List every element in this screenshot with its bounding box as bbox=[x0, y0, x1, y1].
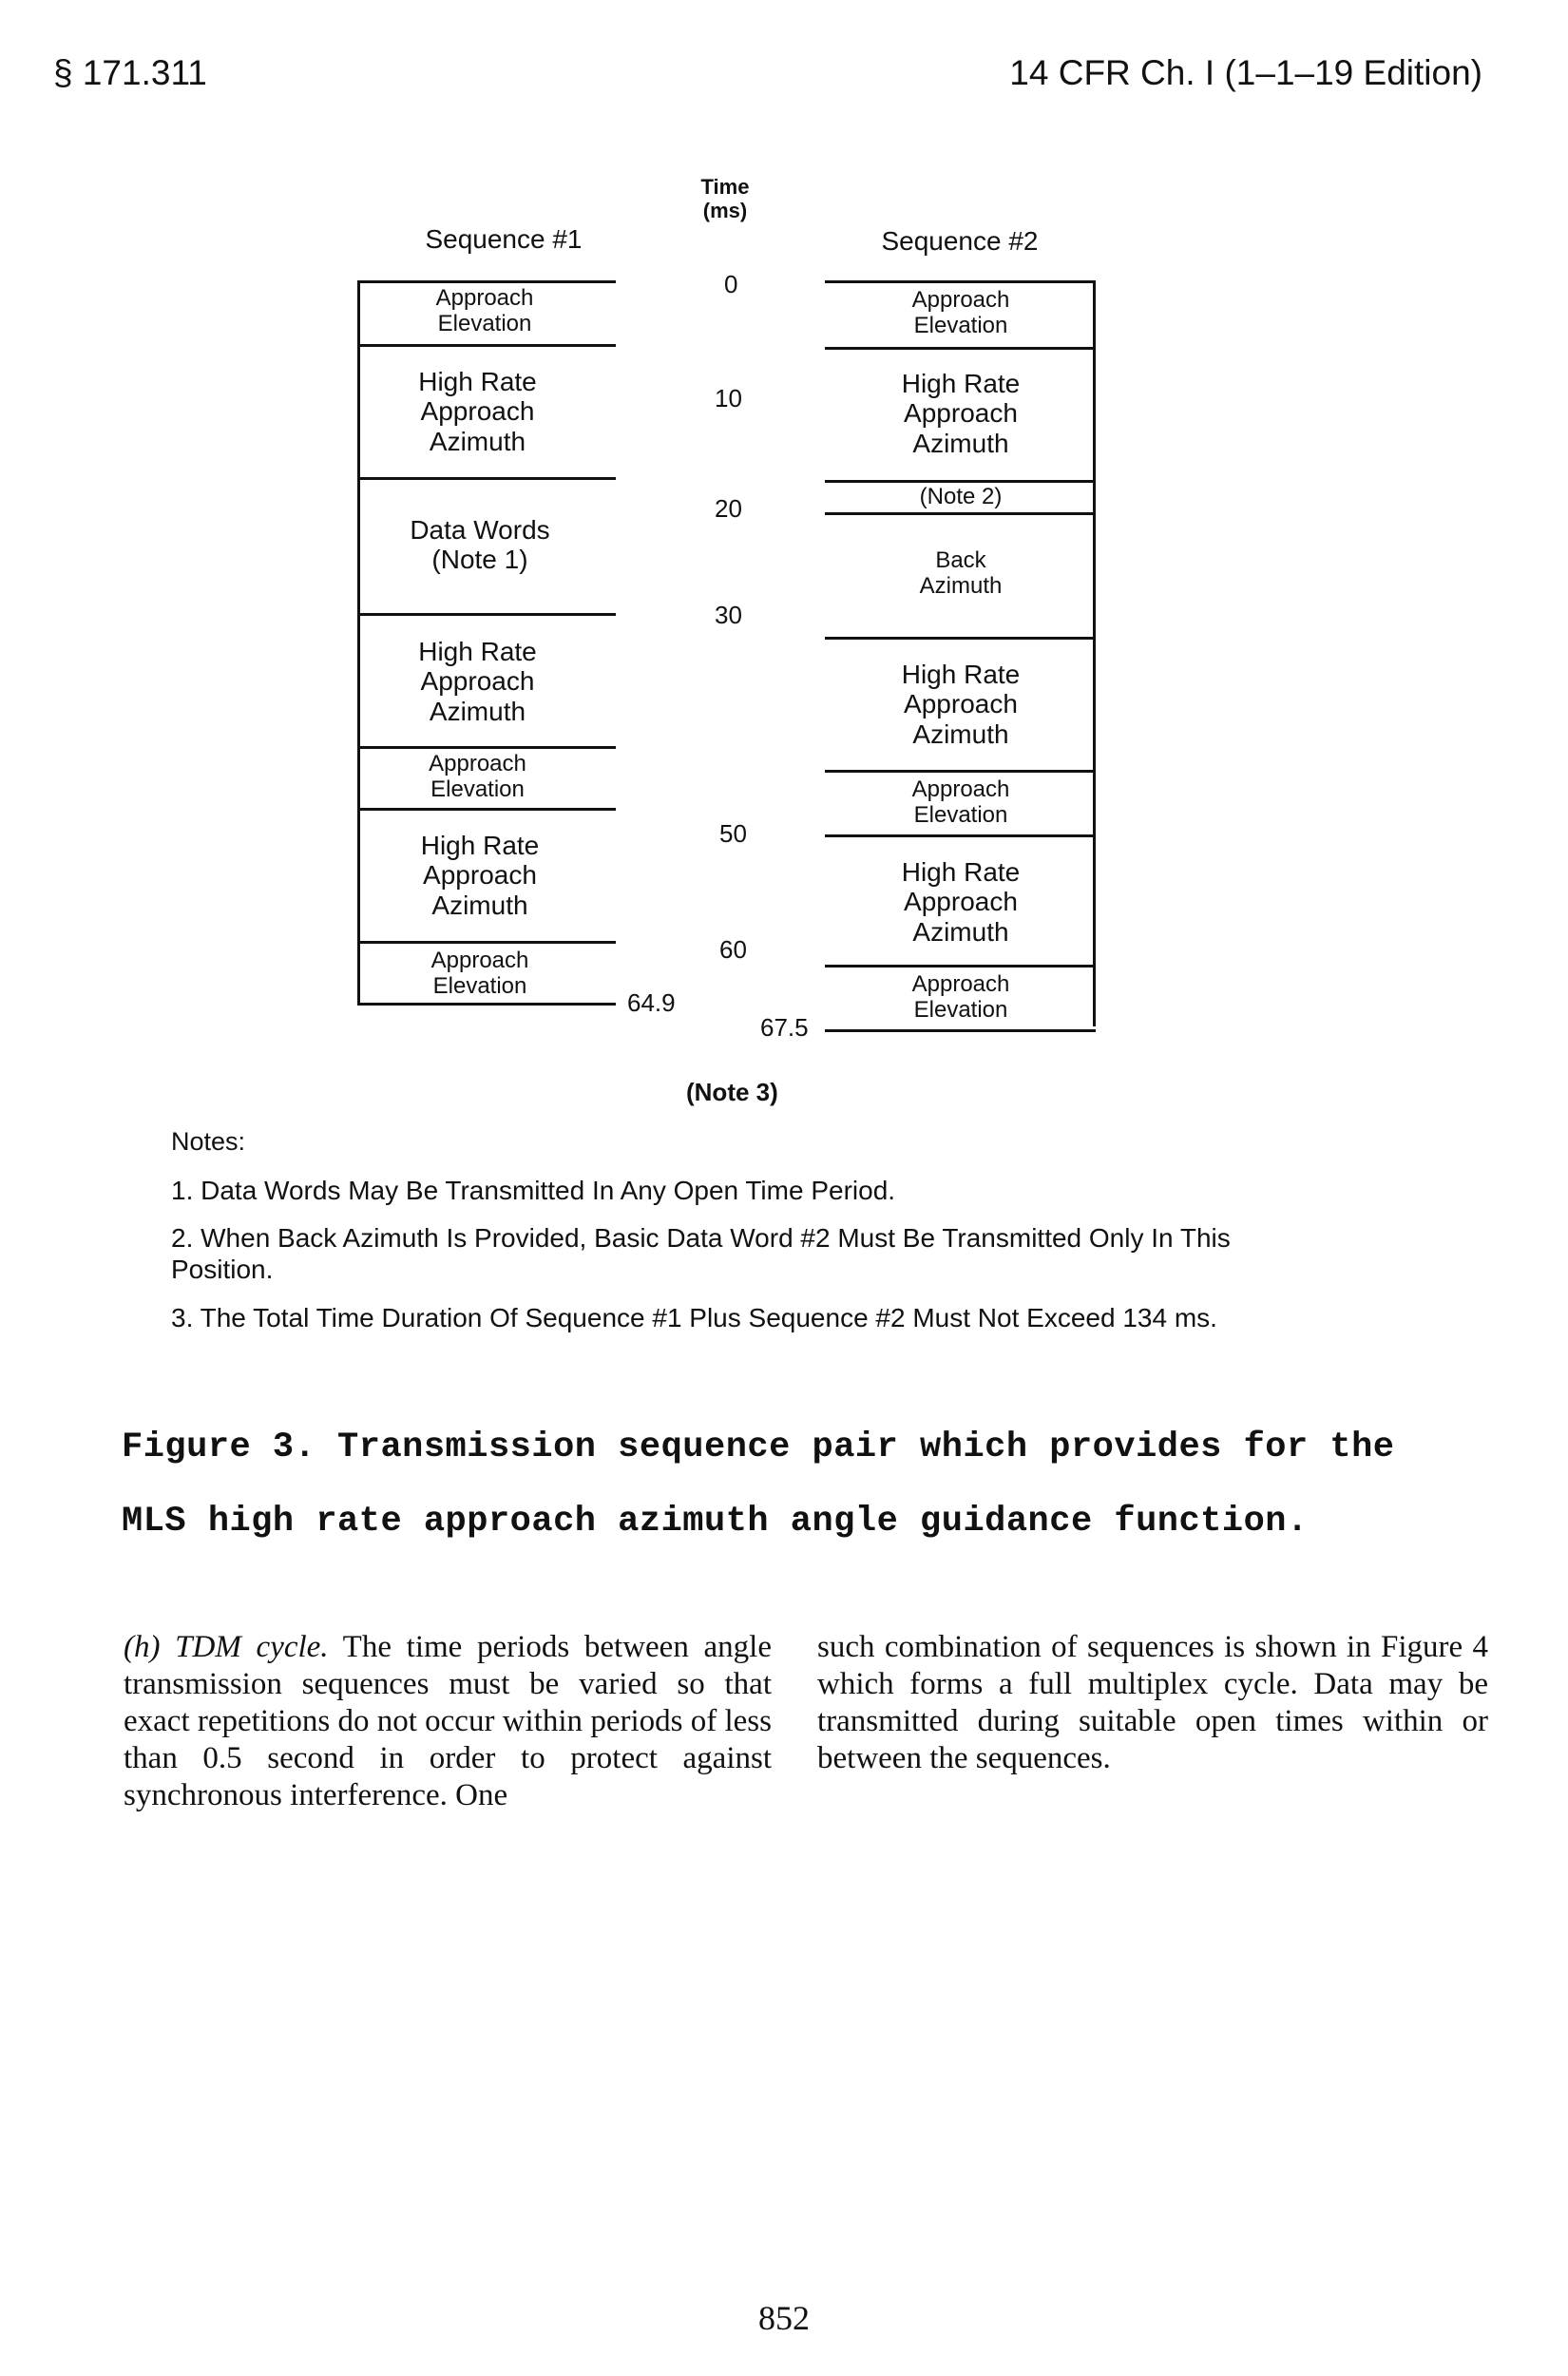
seq2-divider bbox=[825, 512, 1096, 515]
sequence-2-right-border bbox=[1093, 280, 1096, 1026]
body-right-column bbox=[817, 1629, 1488, 1777]
time-tick: 50 bbox=[719, 819, 747, 848]
seq1-block: High Rate Approach Azimuth bbox=[418, 636, 537, 726]
seq1-block: Approach Elevation bbox=[429, 751, 526, 802]
seq1-block: High Rate Approach Azimuth bbox=[418, 366, 537, 456]
seq2-block: High Rate Approach Azimuth bbox=[901, 659, 1021, 749]
body-heading: (h) TDM cycle. bbox=[124, 1630, 329, 1664]
seq1-divider bbox=[357, 477, 616, 480]
seq2-block: Approach Elevation bbox=[911, 776, 1010, 828]
transmission-sequence-diagram bbox=[0, 0, 1568, 1140]
time-axis-title: Time (ms) bbox=[700, 175, 750, 223]
page-number: 852 bbox=[758, 2299, 810, 2337]
seq1-block: Data Words (Note 1) bbox=[410, 514, 550, 574]
sequence-2-title: Sequence #2 bbox=[881, 226, 1039, 256]
body-left-column bbox=[124, 1629, 772, 1814]
figure-caption-line-1: Figure 3. Transmission sequence pair which provides for the bbox=[122, 1428, 1395, 1467]
time-tick: 20 bbox=[715, 494, 742, 523]
sequence-1-title: Sequence #1 bbox=[425, 224, 583, 254]
seq2-block: High Rate Approach Azimuth bbox=[901, 368, 1021, 458]
body-right-text: such combination of sequences is shown in Figure 4 which forms a full multiplex cycle. Data may be transmitted during suitable open times within or between the sequences. bbox=[817, 1630, 1488, 1775]
time-tick: 10 bbox=[715, 384, 742, 412]
figure-caption-line-2: MLS high rate approach azimuth angle guidance function. bbox=[122, 1502, 1309, 1542]
note-3-label: (Note 3) bbox=[686, 1078, 778, 1106]
seq1-divider bbox=[357, 1003, 616, 1006]
body-left-text: The time periods between angle transmission sequences must be varied so that exact repetitions do not occur within periods of less than 0.5 second in order to protect against synchronous interference. One bbox=[124, 1630, 772, 1812]
seq1-block: Approach Elevation bbox=[435, 285, 534, 336]
note-item: 2. When Back Azimuth Is Provided, Basic Data Word #2 Must Be Transmitted Only In This Position. bbox=[171, 1223, 1231, 1285]
time-tick: 30 bbox=[715, 601, 742, 629]
note-item: 3. The Total Time Duration Of Sequence #1 Plus Sequence #2 Must Not Exceed 134 ms. bbox=[171, 1303, 1217, 1332]
seq1-block: Approach Elevation bbox=[430, 948, 529, 999]
seq2-divider bbox=[825, 347, 1096, 350]
seq1-divider bbox=[357, 941, 616, 944]
seq2-divider bbox=[825, 770, 1096, 773]
seq1-divider bbox=[357, 344, 616, 347]
seq2-divider bbox=[825, 637, 1096, 640]
seq2-block: Approach Elevation bbox=[911, 971, 1010, 1023]
seq2-block: High Rate Approach Azimuth bbox=[901, 856, 1021, 947]
seq2-block: Approach Elevation bbox=[911, 287, 1010, 338]
time-tick: 0 bbox=[724, 270, 738, 298]
seq1-divider bbox=[357, 808, 616, 811]
sequence-1-end-time: 64.9 bbox=[627, 988, 676, 1017]
seq2-divider bbox=[825, 1029, 1096, 1032]
time-tick: 60 bbox=[719, 935, 747, 964]
seq2-divider bbox=[825, 834, 1096, 837]
seq1-divider bbox=[357, 613, 616, 616]
section-number: § 171.311 bbox=[53, 53, 207, 92]
sequence-1-left-border bbox=[357, 280, 360, 1006]
edition-label: 14 CFR Ch. I (1–1–19 Edition) bbox=[1009, 53, 1482, 92]
seq2-block: Back Azimuth bbox=[919, 547, 1003, 599]
sequence-2-end-time: 67.5 bbox=[760, 1013, 809, 1042]
notes-title: Notes: bbox=[171, 1127, 246, 1156]
note-item: 1. Data Words May Be Transmitted In Any Open Time Period. bbox=[171, 1176, 896, 1205]
seq2-divider bbox=[825, 965, 1096, 968]
seq2-block: (Note 2) bbox=[919, 483, 1003, 509]
seq1-block: High Rate Approach Azimuth bbox=[420, 830, 540, 920]
